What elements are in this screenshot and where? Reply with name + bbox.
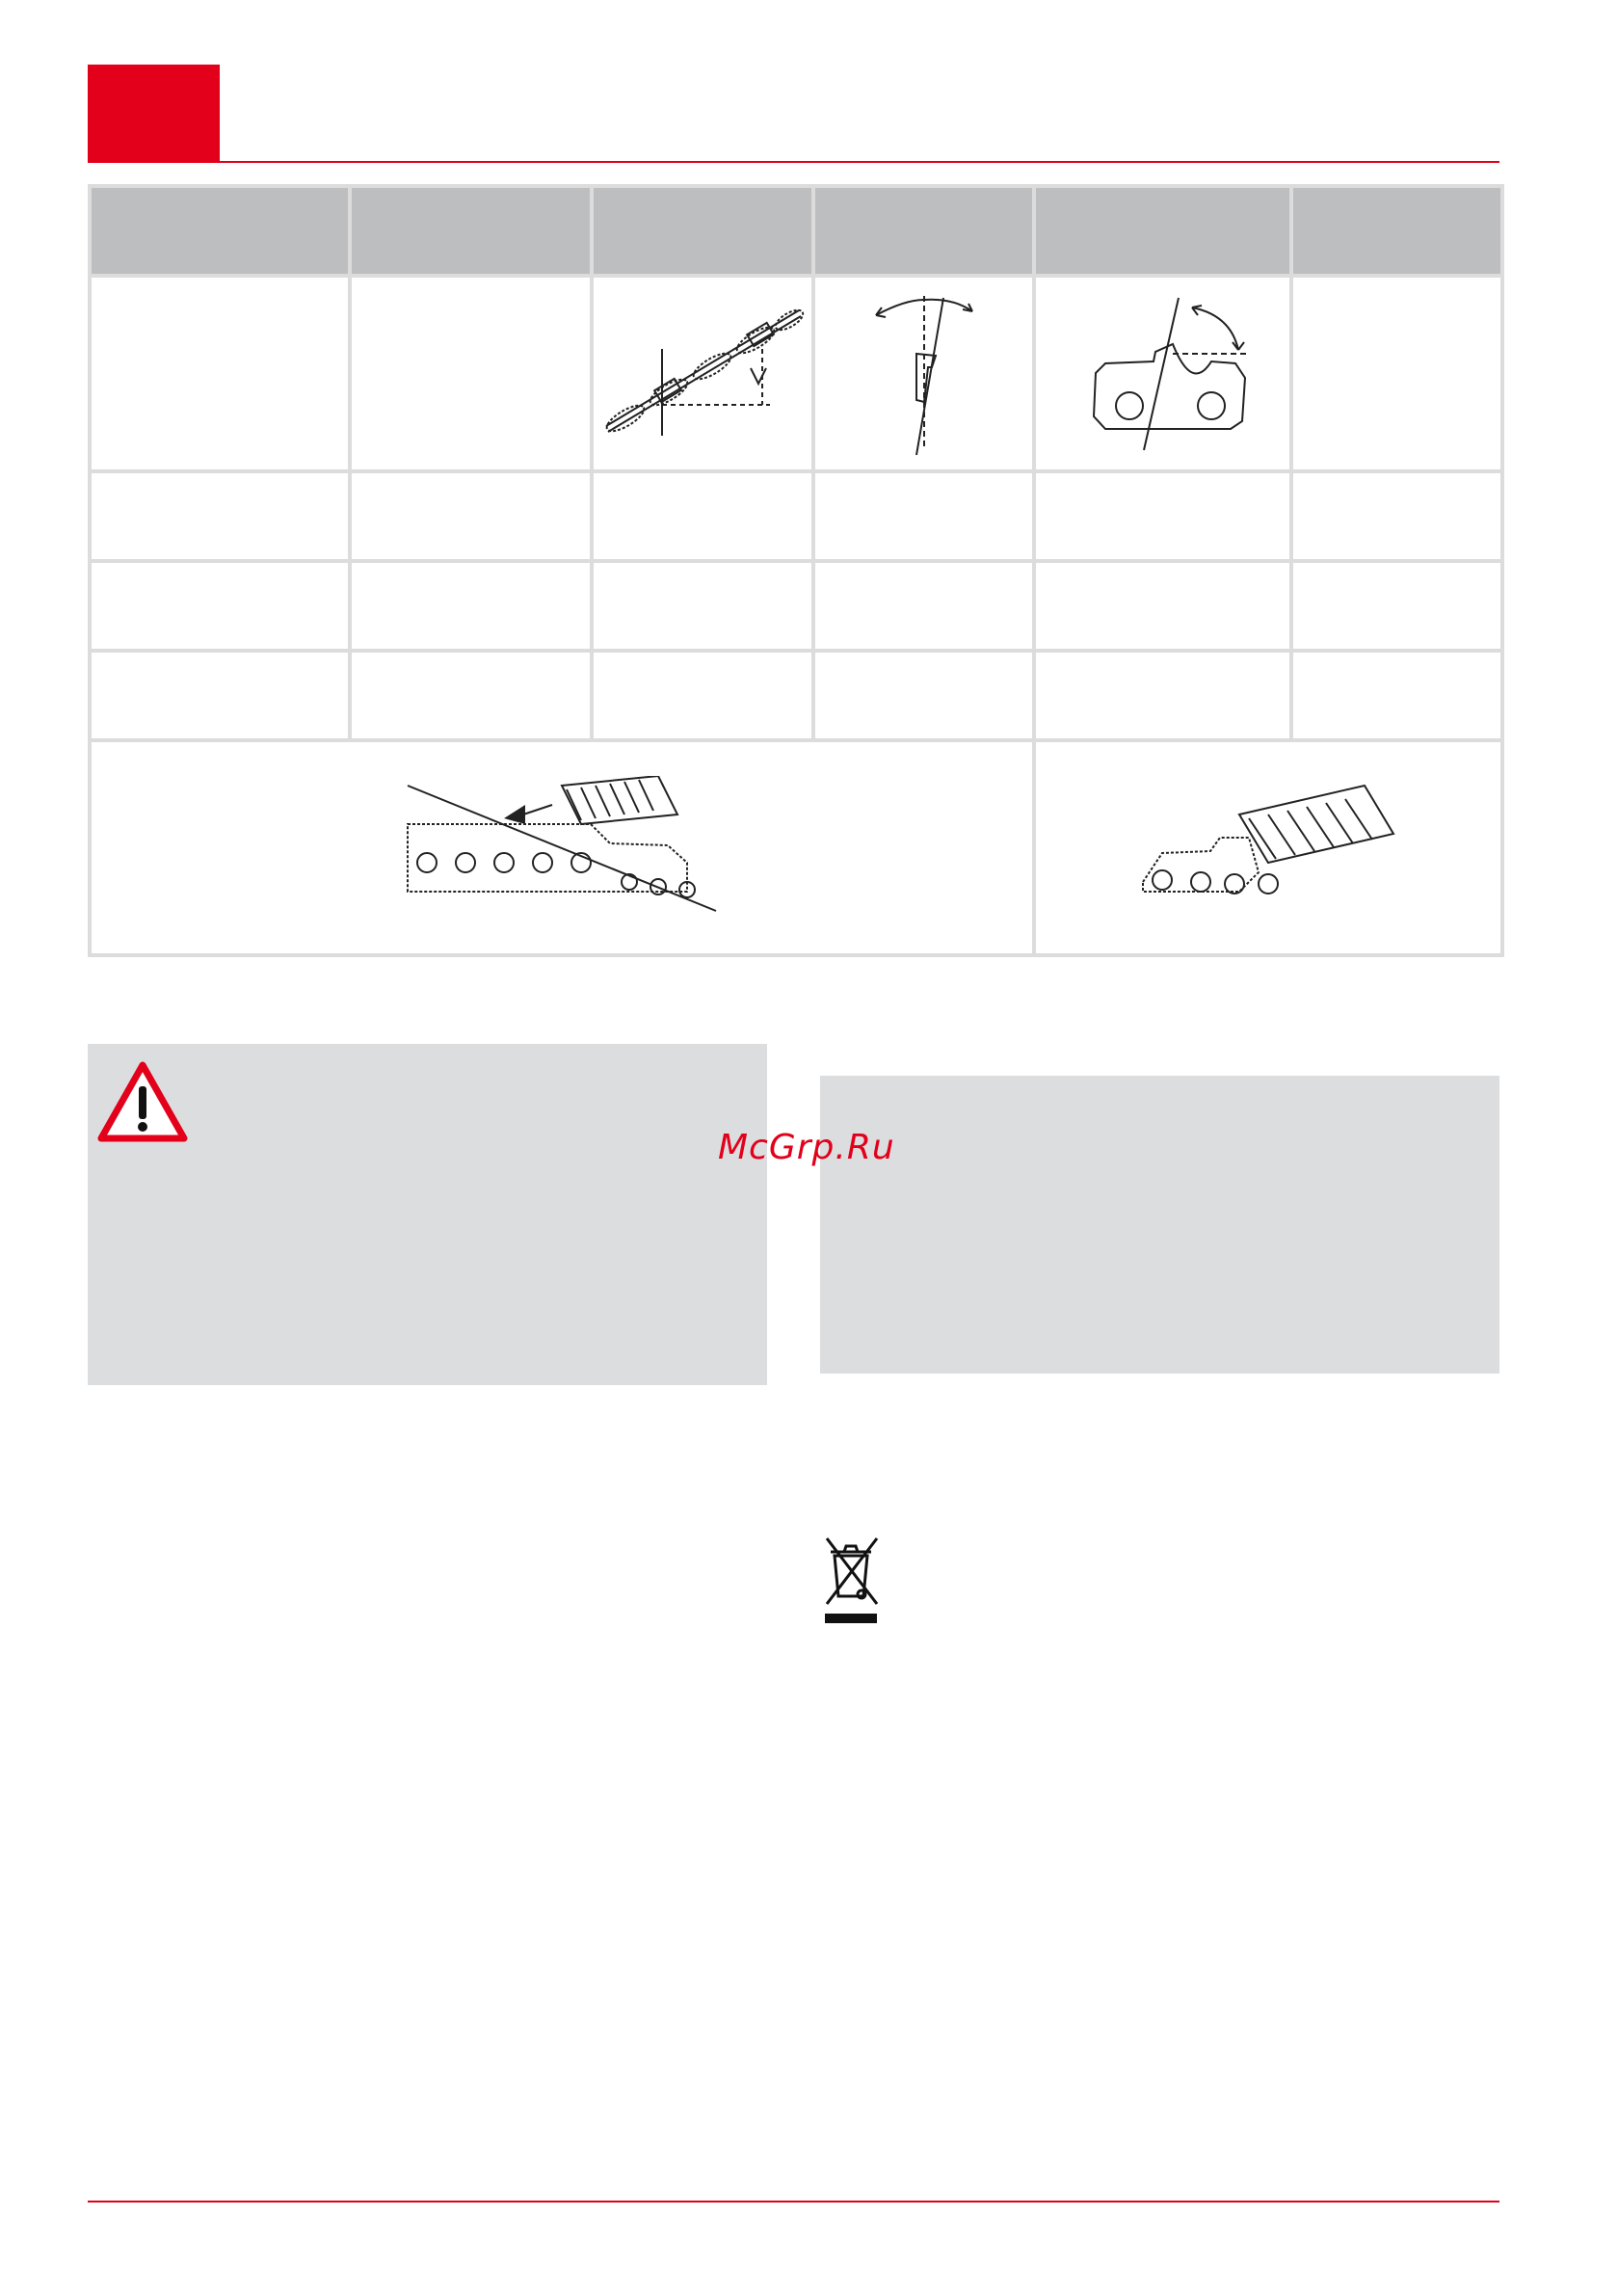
table-header-row xyxy=(90,186,1502,276)
watermark-text: McGrp.Ru xyxy=(718,1128,895,1167)
table-cell xyxy=(592,561,813,651)
table-header-cell xyxy=(1291,186,1502,276)
table-cell xyxy=(592,651,813,740)
table-cell xyxy=(350,276,592,471)
crossed-out-wheelie-bin-icon xyxy=(817,1533,885,1625)
table-header-cell xyxy=(1034,186,1291,276)
depth-gauge-check-illustration xyxy=(1124,776,1413,921)
table-cell xyxy=(592,276,813,471)
chain-sharpening-table xyxy=(88,184,1504,957)
info-panel xyxy=(820,1076,1499,1374)
table-row xyxy=(90,651,1502,740)
table-cell xyxy=(350,651,592,740)
table-cell xyxy=(813,276,1034,471)
table-cell xyxy=(350,561,592,651)
table-cell xyxy=(592,471,813,561)
table-cell xyxy=(1034,651,1291,740)
table-header-cell xyxy=(90,186,350,276)
table-row xyxy=(90,276,1502,471)
table-cell xyxy=(90,276,350,471)
file-tilt-angle-diagram xyxy=(847,286,1001,460)
section-marker xyxy=(88,65,220,161)
table-cell xyxy=(1291,651,1502,740)
depth-gauge-filing-illustration xyxy=(398,776,726,921)
cutter-top-plate-angle-diagram xyxy=(1067,286,1260,460)
table-header-cell xyxy=(592,186,813,276)
table-row xyxy=(90,740,1502,955)
warning-panel xyxy=(88,1044,767,1385)
warning-triangle-icon xyxy=(97,1061,188,1142)
footer-rule xyxy=(88,2201,1499,2203)
table-header-cell xyxy=(350,186,592,276)
table-cell xyxy=(90,651,350,740)
table-cell xyxy=(350,471,592,561)
table-cell xyxy=(813,471,1034,561)
table-header-cell xyxy=(813,186,1034,276)
table-cell xyxy=(1291,276,1502,471)
header-rule xyxy=(88,161,1499,163)
table-cell xyxy=(1291,561,1502,651)
filing-angle-diagram xyxy=(597,291,809,455)
table-row xyxy=(90,561,1502,651)
table-cell xyxy=(90,471,350,561)
table-cell xyxy=(90,561,350,651)
table-cell xyxy=(813,561,1034,651)
table-cell xyxy=(90,740,1034,955)
table-cell xyxy=(1291,471,1502,561)
table-row xyxy=(90,471,1502,561)
table-cell xyxy=(1034,276,1291,471)
table-cell xyxy=(1034,471,1291,561)
table-cell xyxy=(1034,740,1502,955)
table-cell xyxy=(813,651,1034,740)
table-cell xyxy=(1034,561,1291,651)
